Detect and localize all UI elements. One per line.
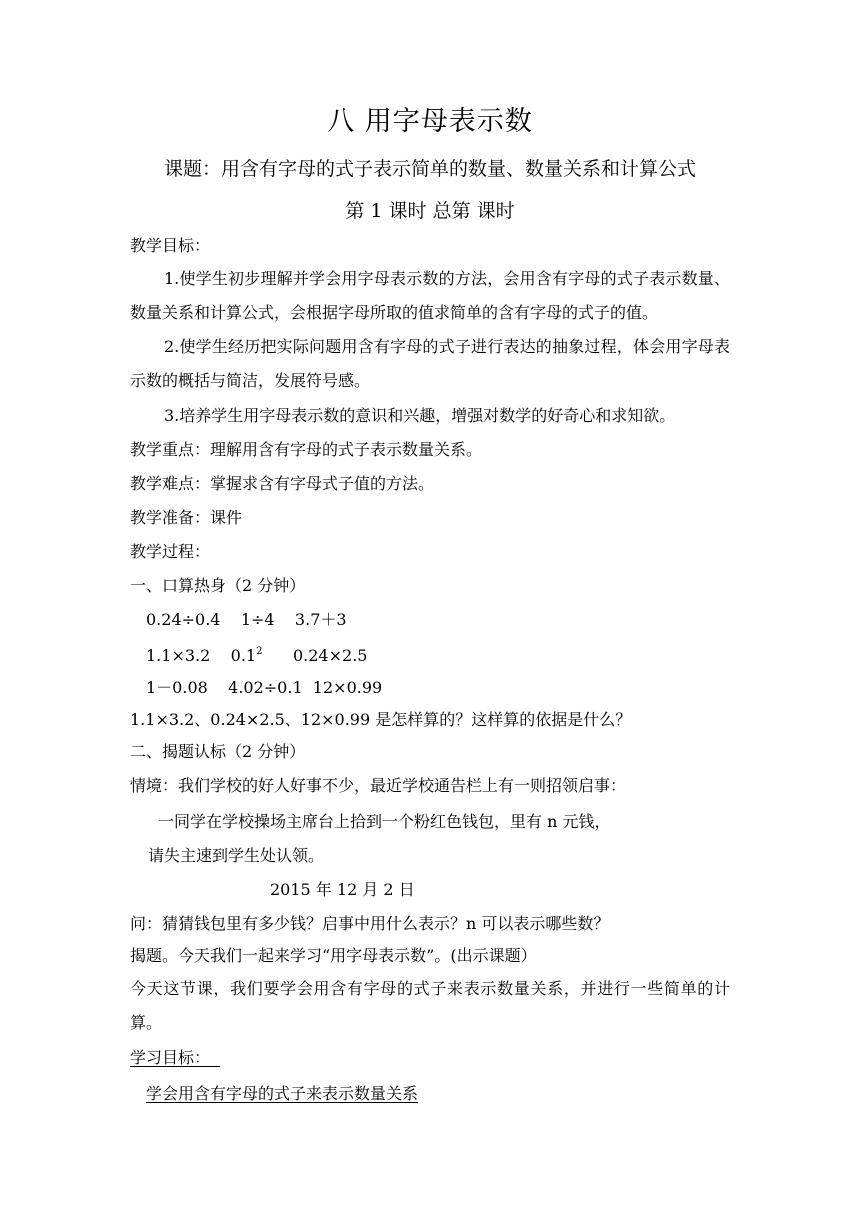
reveal-topic: 揭题。今天我们一起来学习“用字母表示数”。(出示课题）	[130, 946, 537, 965]
question-2: 问：猜猜钱包里有多少钱？启事中用什么表示？n 可以表示哪些数？	[130, 914, 610, 933]
notice-line-1: 一同学在学校操场主席台上拾到一个粉红色钱包，里有 n 元钱，	[158, 812, 611, 831]
section-2-heading: 二、揭题认标（2 分钟）	[130, 742, 306, 761]
objective-2: 2.使学生经历把实际问题用含有字母的式子进行表达的抽象过程，体会用字母表示数的概括与简洁，发展符号感。	[130, 337, 730, 390]
notice-date: 2015 年 12 月 2 日	[270, 880, 415, 899]
chapter-title: 八 用字母表示数	[327, 106, 533, 137]
question-1: 1.1×3.2、0.24×2.5、12×0.99 是怎样算的？这样算的依据是什么？	[130, 710, 632, 729]
learning-goal: 学会用含有字母的式子来表示数量关系	[146, 1084, 419, 1103]
calc-row-3: 1－0.08 4.02÷0.1 12×0.99	[146, 678, 383, 697]
calc-row-1: 0.24÷0.4 1÷4 3.7＋3	[146, 610, 347, 629]
lesson-info: 第 1 课时 总第 课时	[345, 200, 515, 222]
section-1-heading: 一、口算热身（2 分钟）	[130, 576, 306, 595]
preparation: 教学准备：课件	[130, 508, 243, 527]
difficulty: 教学难点：掌握求含有字母式子值的方法。	[130, 474, 435, 493]
process-heading: 教学过程：	[130, 542, 211, 561]
objective-3: 3.培养学生用字母表示数的意识和兴趣，增强对数学的好奇心和求知欲。	[164, 406, 676, 425]
learning-goal-heading: 学习目标：	[130, 1048, 211, 1067]
calc-row-2	[146, 644, 367, 668]
calc-row-2-superscript: 2	[256, 646, 263, 657]
key-point: 教学重点：理解用含有字母的式子表示数量关系。	[130, 440, 483, 459]
today-intro: 今天这节课，我们要学会用含有字母的式子来表示数量关系，并进行一些简单的计算。	[130, 979, 730, 1032]
lesson-subject: 课题：用含有字母的式子表示简单的数量、数量关系和计算公式	[163, 158, 696, 180]
objectives-heading: 教学目标：	[130, 236, 211, 255]
calc-row-2-part-a: 1.1×3.2 0.1	[146, 646, 257, 665]
objective-1: 1.使学生初步理解并学会用字母表示数的方法，会用含有字母的式子表示数量、数量关系和计算公式，会根据字母所取的值求简单的含有字母的式子的值。	[130, 269, 730, 322]
scenario: 情境：我们学校的好人好事不少，最近学校通告栏上有一则招领启事：	[130, 776, 627, 795]
calc-row-2-part-b: 0.24×2.5	[262, 646, 368, 665]
notice-line-2: 请失主速到学生处认领。	[148, 846, 325, 865]
